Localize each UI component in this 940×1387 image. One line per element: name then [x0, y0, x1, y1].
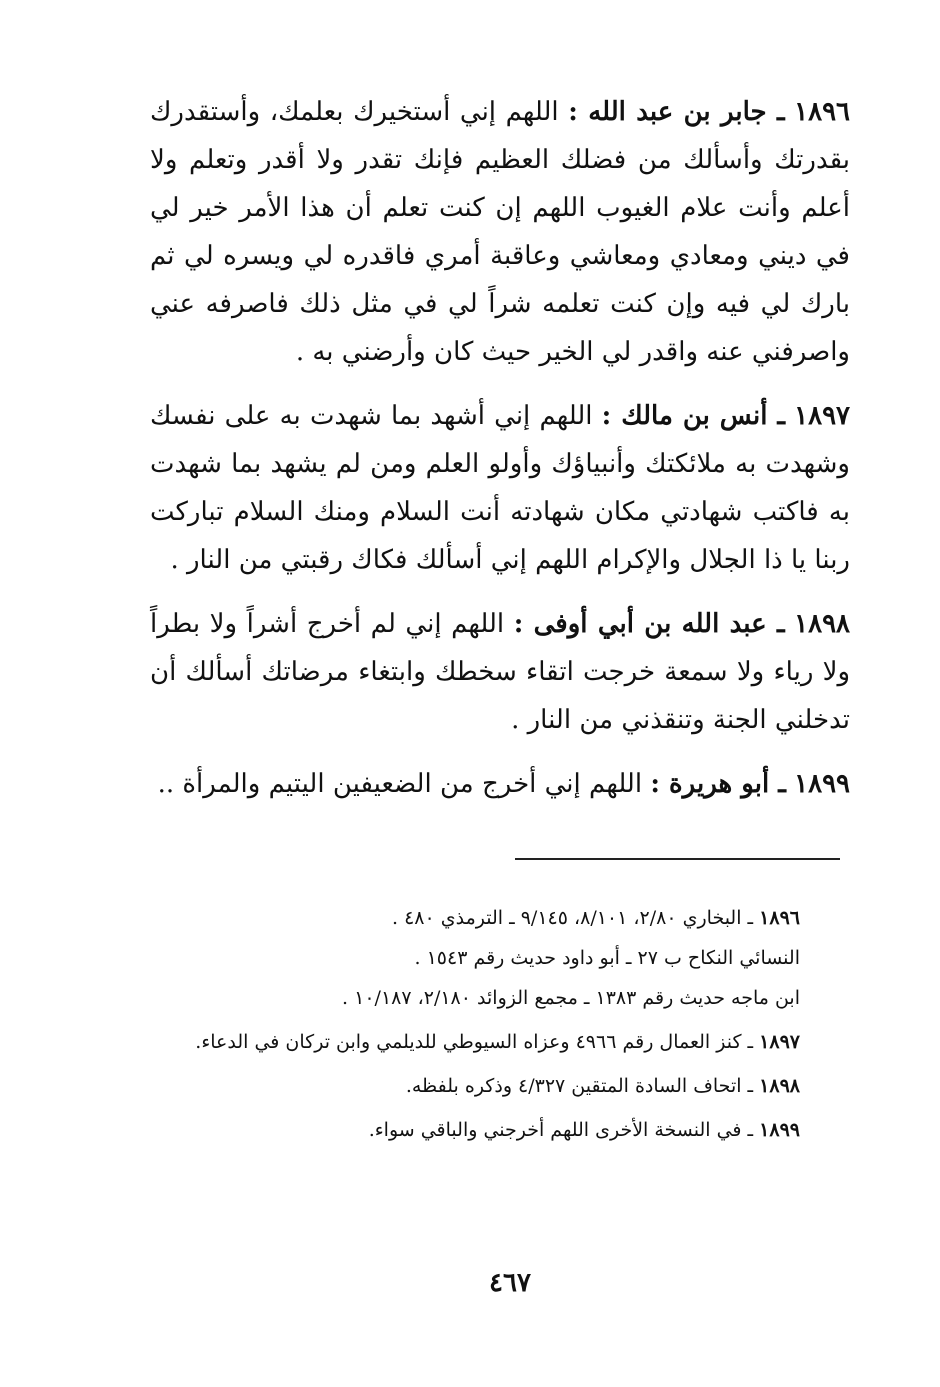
- footnote-line: ـ كنز العمال رقم ٤٩٦٦ وعزاه السيوطي للديلمي وابن تركان في الدعاء.: [195, 1031, 754, 1053]
- main-text: [150, 88, 850, 824]
- hadith-1899: [150, 760, 850, 808]
- footnote-number: ١٨٩٦: [759, 907, 800, 929]
- hadith-text: اللهم إني أستخيرك بعلمك، وأستقدرك بقدرتك وأسألك من فضلك العظيم فإنك تقدر ولا أقدر وتعلم ولا أعلم وأنت علام الغيوب اللهم إن كنت تعلم أن هذا الأمر خير لي في ديني ومعادي ومعاشي وعاقبة أمري فاقدره لي ويسره لي ثم بارك لي فيه وإن كنت تعلمه شراً لي في مثل ذلك فاصرفه عني واصرفني عنه واقدر لي الخير حيث كان وأرضني به .: [150, 97, 851, 367]
- hadith-narrator: ـ أبو هريرة :: [650, 769, 786, 799]
- footnote-1896: [160, 898, 800, 1018]
- hadith-1897: [150, 392, 850, 584]
- hadith-narrator: ـ جابر بن عبد الله :: [568, 97, 785, 127]
- footnote-1899: [160, 1110, 800, 1150]
- hadith-1898: [150, 600, 850, 744]
- footnote-line: النسائي النكاح ب ٢٧ ـ أبو داود حديث رقم ١٥٤٣ .: [414, 947, 800, 969]
- hadith-narrator: ـ عبد الله بن أبي أوفى :: [513, 609, 785, 639]
- hadith-1896: [150, 88, 850, 376]
- page-number: ٤٦٧: [489, 1268, 531, 1298]
- hadith-text: اللهم إني لم أخرج أشراً ولا بطراً ولا رياء ولا سمعة خرجت اتقاء سخطك وابتغاء مرضاتك أسألك أن تدخلني الجنة وتنقذني من النار .: [150, 609, 850, 735]
- hadith-number: ١٨٩٦: [794, 97, 851, 127]
- hadith-narrator: ـ أنس بن مالك :: [601, 401, 785, 431]
- footnote-1898: [160, 1066, 800, 1106]
- hadith-number: ١٨٩٩: [794, 769, 850, 799]
- footnote-line: ابن ماجه حديث رقم ١٣٨٣ ـ مجمع الزوائد ٢/١٨٠، ١٠/١٨٧ .: [342, 987, 800, 1009]
- footnote-line: ـ البخاري ٢/٨٠، ٨/١٠١، ٩/١٤٥ ـ الترمذي ٤٨٠ .: [392, 907, 754, 929]
- hadith-text: اللهم إني أخرج من الضعيفين اليتيم والمرأة ..: [157, 769, 643, 799]
- hadith-number: ١٨٩٨: [794, 609, 851, 639]
- footnote-number: ١٨٩٧: [759, 1031, 800, 1053]
- hadith-number: ١٨٩٧: [794, 401, 851, 431]
- hadith-text: اللهم إني أشهد بما شهدت به على نفسك وشهدت به ملائكتك وأنبياؤك وأولو العلم ومن لم يشهد بما شهدت به فاكتب شهادتي مكان شهادته أنت السلام ومنك السلام تباركت ربنا يا ذا الجلال والإكرام اللهم إني أسألك فكاك رقبتي من النار .: [150, 401, 850, 575]
- footnotes: [160, 898, 800, 1154]
- footnote-number: ١٨٩٩: [759, 1119, 800, 1141]
- footnote-line: ـ اتحاف السادة المتقين ٤/٣٢٧ وذكره بلفظه.: [405, 1075, 754, 1097]
- footnote-1897: [160, 1022, 800, 1062]
- footnote-line: ـ في النسخة الأخرى اللهم أخرجني والباقي سواء.: [368, 1119, 754, 1141]
- footnote-number: ١٨٩٨: [759, 1075, 800, 1097]
- footnote-divider: [515, 858, 840, 860]
